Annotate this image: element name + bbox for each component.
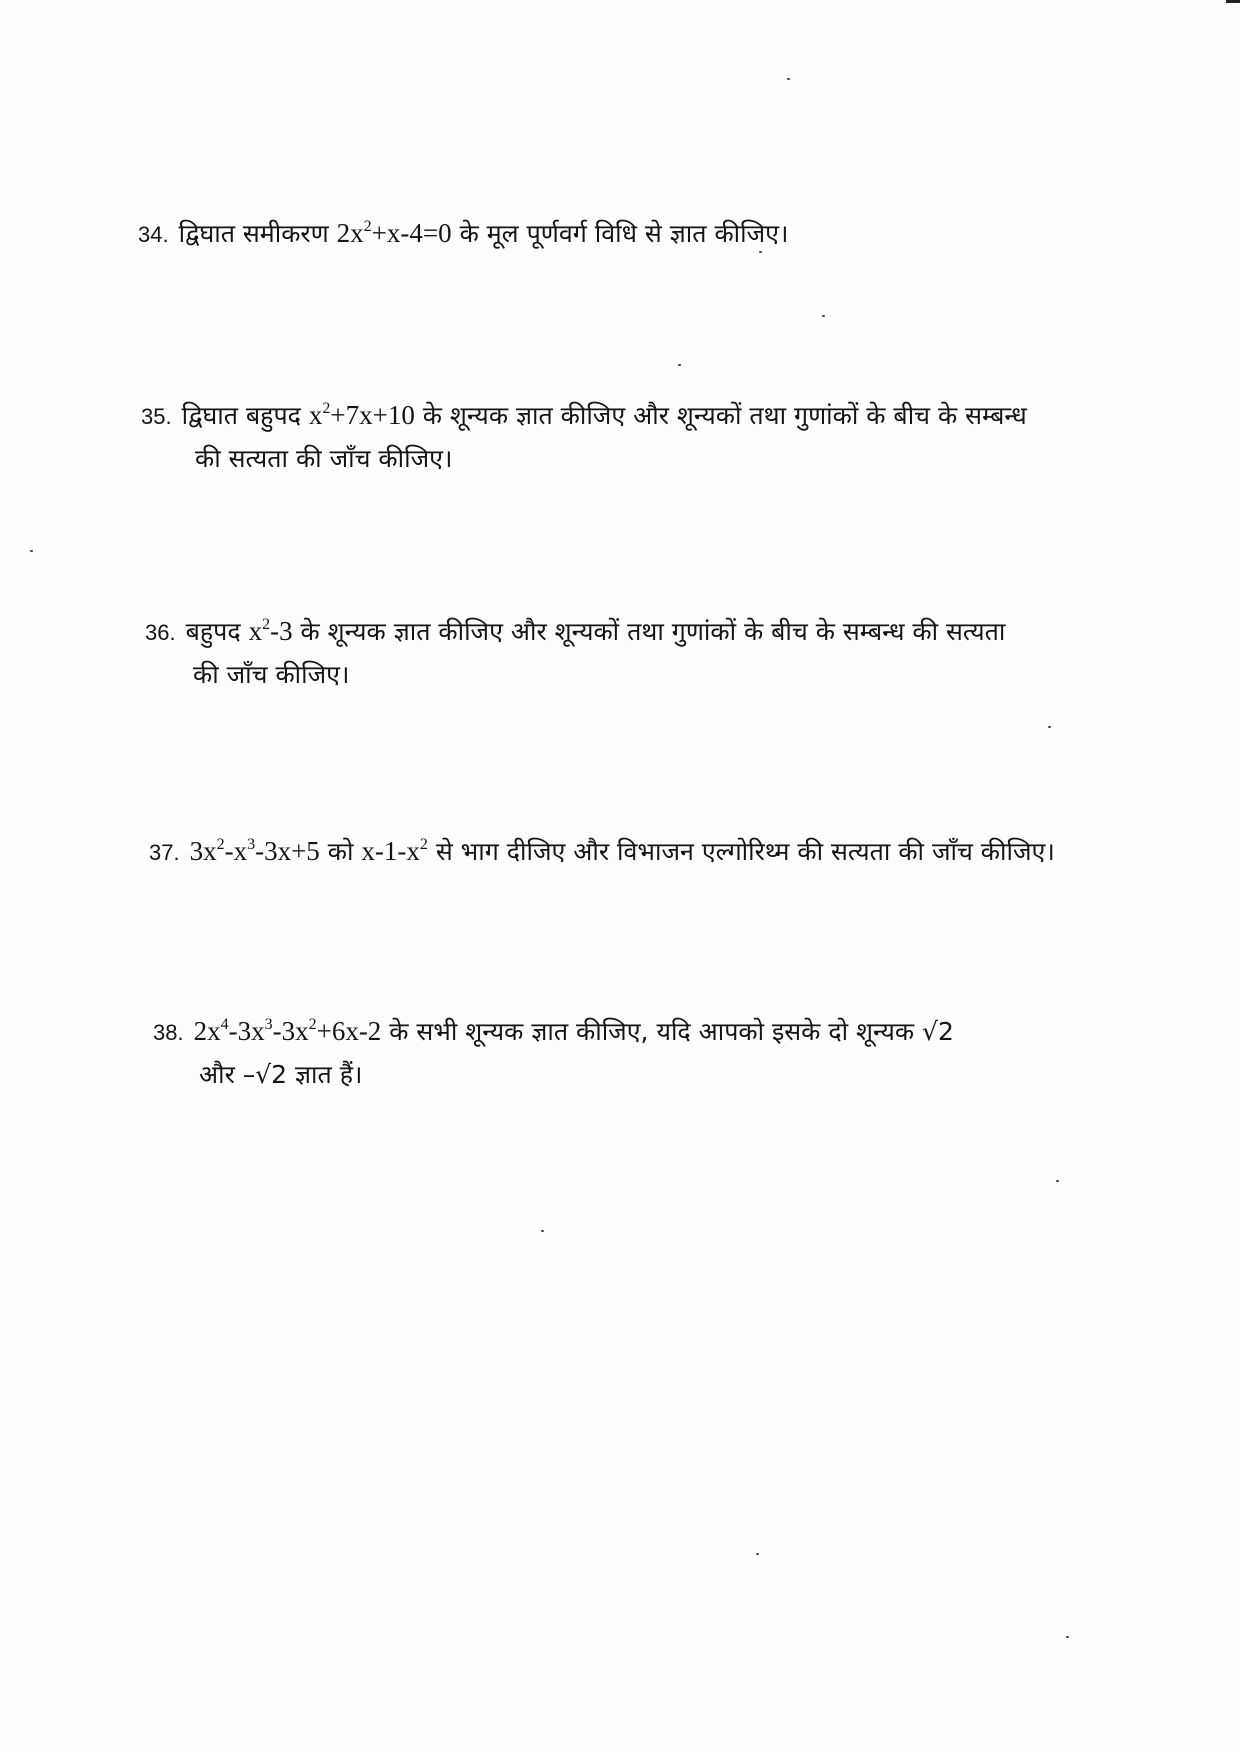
scan-speck	[1056, 1180, 1059, 1182]
scan-edge-mark	[1226, 0, 1240, 3]
math-expression	[361, 836, 427, 866]
math-term: 2x	[336, 218, 364, 248]
question-number: 34.	[138, 222, 169, 247]
exponent: 2	[308, 1016, 317, 1033]
question-line	[153, 1010, 954, 1054]
math-term: -3x+5	[255, 836, 320, 866]
question-37	[149, 830, 1055, 874]
question-38	[153, 1010, 954, 1096]
math-term: -x	[224, 836, 248, 866]
scan-speck	[759, 251, 762, 253]
scan-speck	[1048, 726, 1051, 728]
question-36	[145, 610, 1005, 696]
question-text: के शून्यक ज्ञात कीजिए और शून्यकों तथा गुणांकों के बीच के सम्बन्ध की सत्यता	[292, 617, 1006, 646]
math-term: x-1-x	[361, 836, 420, 866]
scan-speck	[678, 364, 681, 366]
question-text: के मूल पूर्णवर्ग विधि से ज्ञात कीजिए।	[451, 219, 789, 248]
scan-speck	[30, 550, 33, 552]
math-term: 3x	[189, 836, 217, 866]
question-text: द्विघात समीकरण	[178, 219, 337, 248]
exponent: 3	[264, 1016, 273, 1033]
question-text: के सभी शून्यक ज्ञात कीजिए, यदि आपको इसके दो शून्यक √2	[381, 1017, 954, 1046]
exponent: 2	[363, 218, 372, 235]
question-number: 36.	[145, 620, 176, 645]
question-line	[145, 610, 1005, 654]
exponent: 3	[247, 836, 256, 853]
math-term: x	[308, 400, 323, 430]
question-text: बहुपद	[185, 617, 249, 646]
math-term: -3x	[228, 1016, 265, 1046]
question-text: के शून्यक ज्ञात कीजिए और शून्यकों तथा गुणांकों के बीच के सम्बन्ध	[414, 401, 1027, 430]
math-expression	[249, 616, 293, 646]
math-term: +7x+10	[330, 400, 415, 430]
math-expression	[337, 218, 452, 248]
math-term: x	[248, 616, 263, 646]
question-text: को	[319, 837, 362, 866]
question-line	[149, 830, 1055, 874]
question-number: 37.	[149, 840, 180, 865]
math-term: +6x-2	[316, 1016, 382, 1046]
question-text: से भाग दीजिए और विभाजन एल्गोरिथ्म की सत्यता की जाँच कीजिए।	[427, 837, 1055, 866]
math-expression	[190, 836, 320, 866]
math-term: 2x	[193, 1016, 221, 1046]
question-continuation: की जाँच कीजिए।	[193, 660, 350, 689]
question-35	[141, 394, 1027, 480]
scan-speck	[541, 1230, 544, 1232]
math-term: +x-4=0	[371, 218, 452, 248]
question-number: 38.	[153, 1020, 184, 1045]
math-expression	[309, 400, 415, 430]
scan-speck	[756, 1553, 759, 1555]
exponent: 4	[220, 1016, 229, 1033]
math-term: -3x	[272, 1016, 309, 1046]
question-34	[138, 212, 788, 256]
question-continuation: की सत्यता की जाँच कीजिए।	[195, 444, 453, 473]
question-text: द्विघात बहुपद	[181, 401, 309, 430]
exponent: 2	[216, 836, 225, 853]
question-continuation: और –√2 ज्ञात हैं।	[199, 1060, 363, 1089]
scan-speck	[1066, 1636, 1069, 1638]
question-line	[138, 212, 788, 256]
exponent: 2	[419, 836, 428, 853]
question-line	[141, 394, 1027, 438]
exponent: 2	[262, 616, 271, 633]
math-term: -3	[270, 616, 293, 646]
scan-speck	[787, 78, 790, 80]
scan-speck	[822, 315, 825, 317]
question-number: 35.	[141, 404, 172, 429]
math-expression	[194, 1016, 382, 1046]
exponent: 2	[322, 400, 331, 417]
